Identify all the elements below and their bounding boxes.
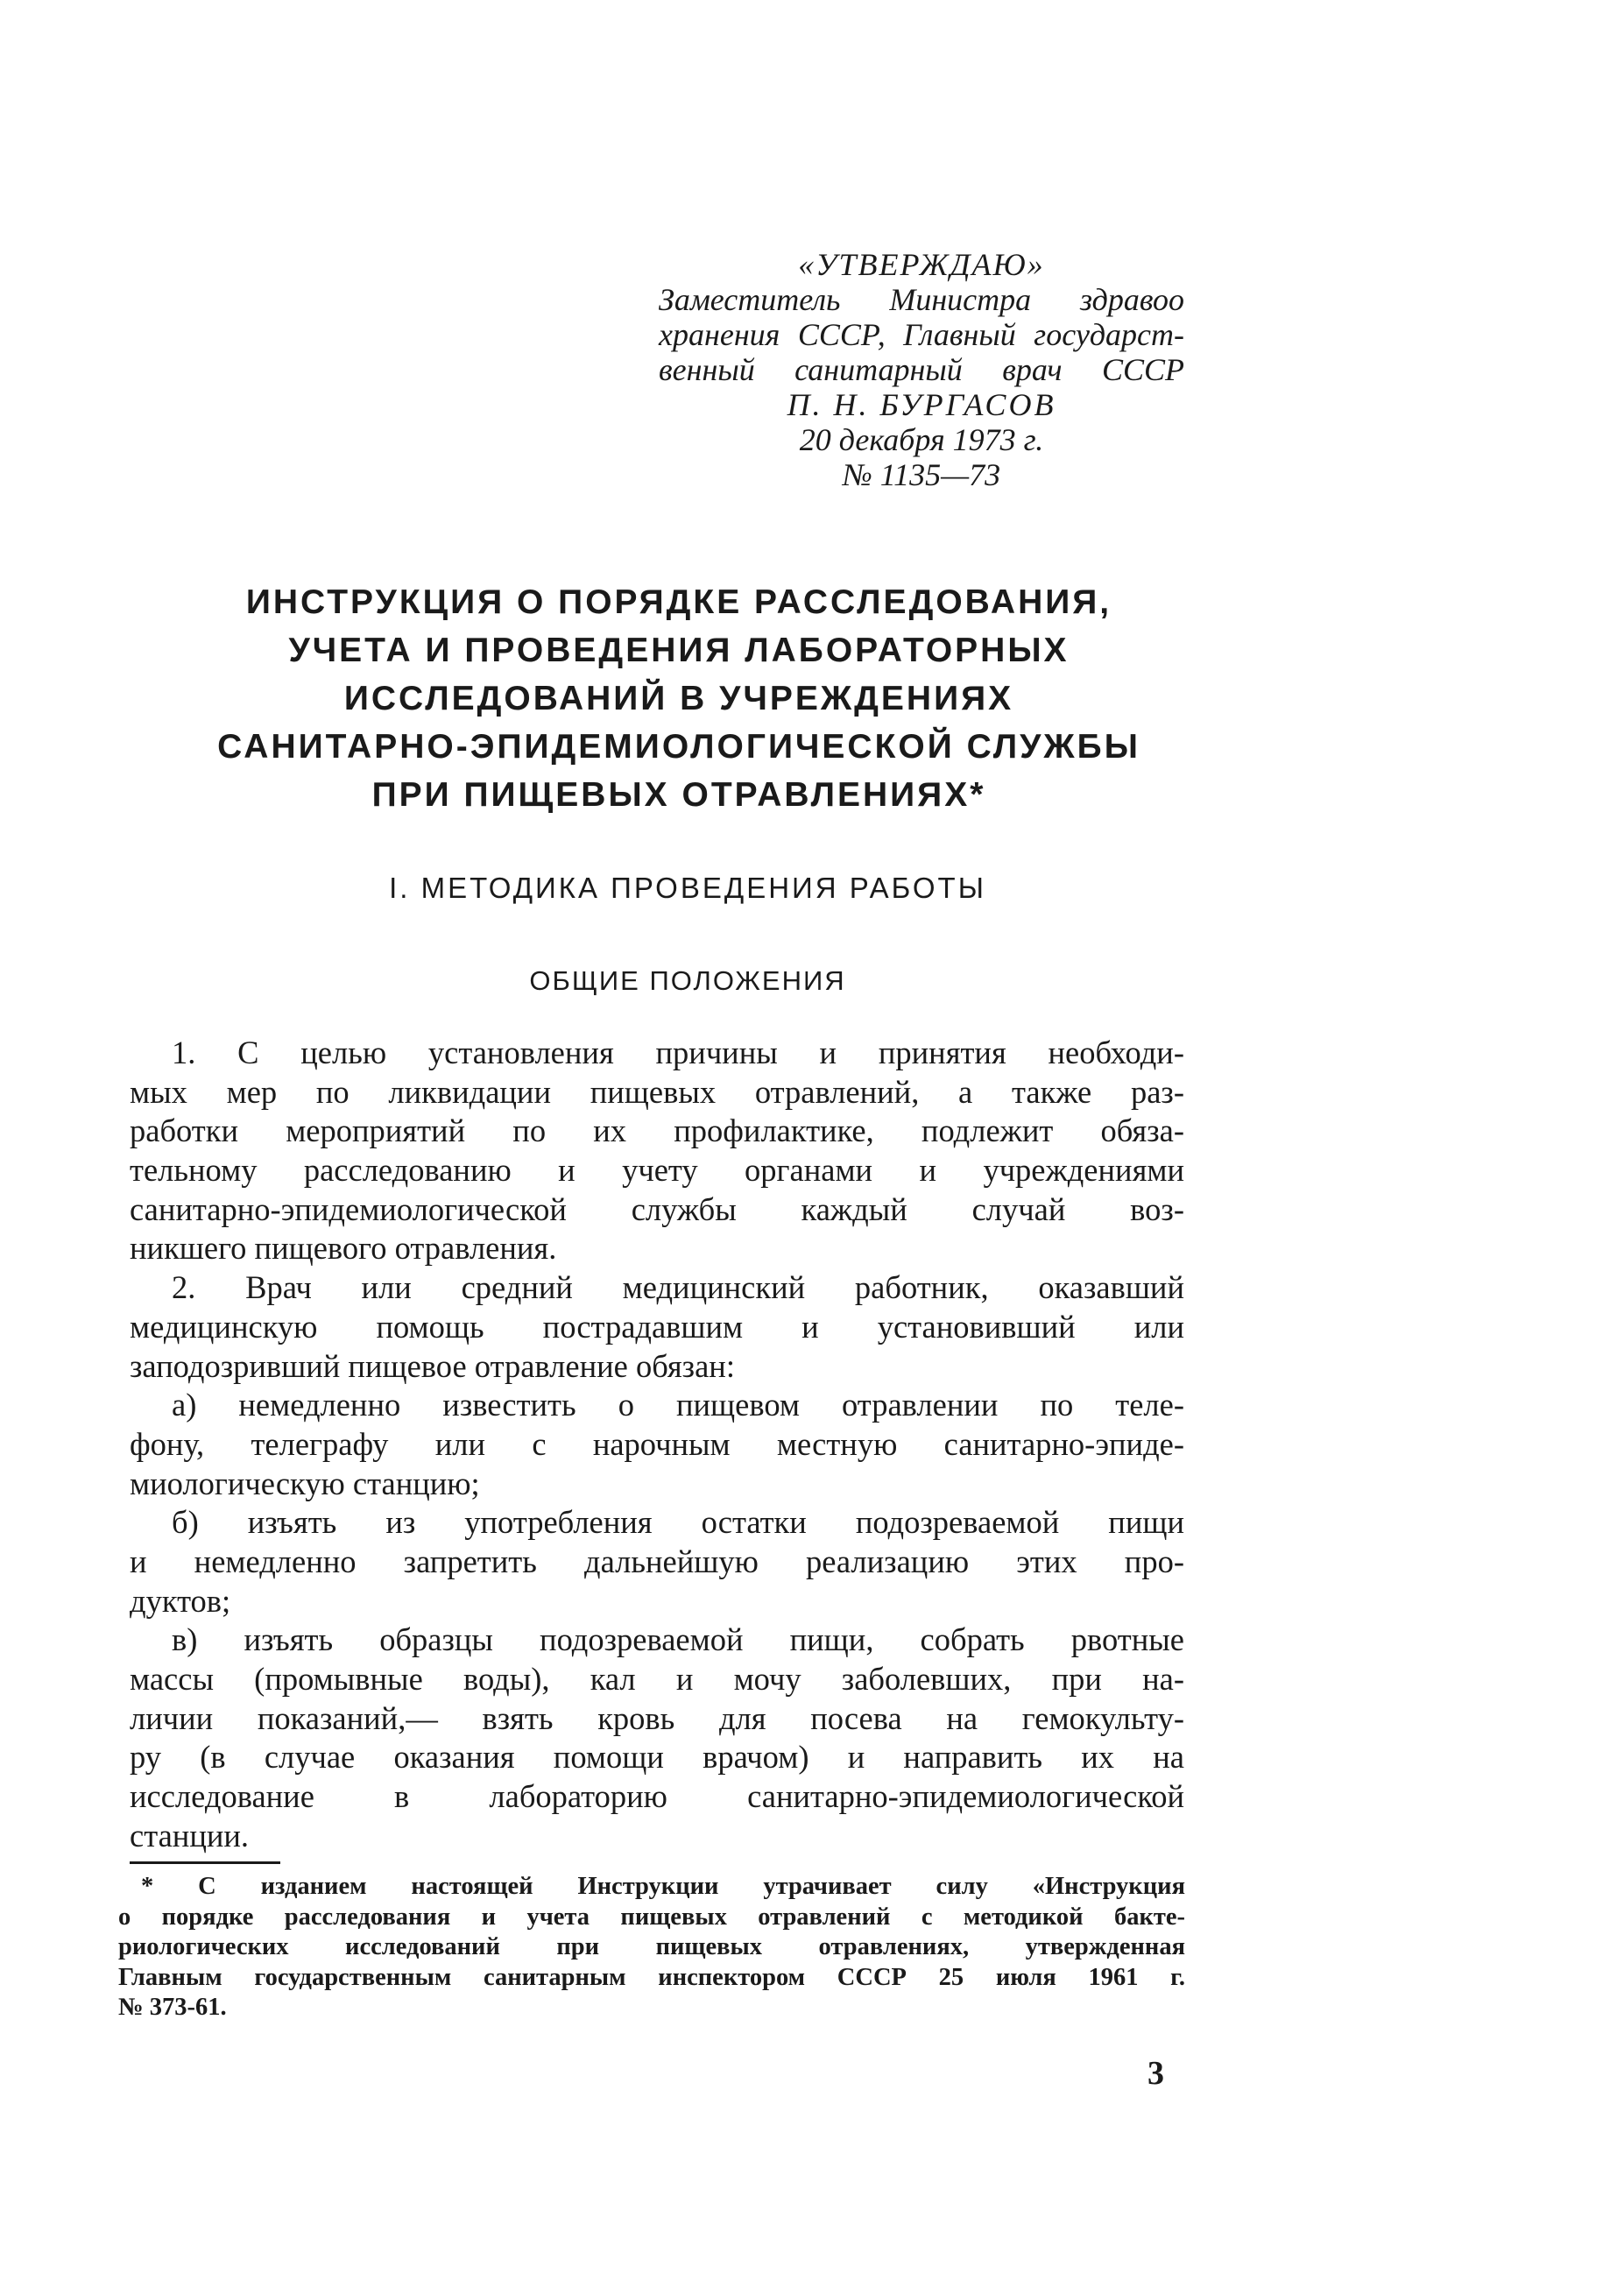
approval-number: № 1135—73 [842,457,1001,492]
body-line: личии показаний,— взять кровь для посева на гемокульту- [130,1699,1184,1736]
body-line: мых мер по ликвидации пищевых отравлений, а также раз- [130,1073,1184,1110]
approver-name: П. Н. БУРГАСОВ [787,387,1056,422]
document-title-line: ПРИ ПИЩЕВЫХ ОТРАВЛЕНИЯХ* [371,776,986,814]
body-line: а) немедленно известить о пищевом отравлении по теле- [172,1387,1184,1423]
body-line: и немедленно запретить дальнейшую реализацию этих про- [130,1543,1184,1579]
footnote-line: о порядке расследования и учета пищевых отравлений с методикой бакте- [118,1903,1185,1931]
approval-stamp-block [659,247,1184,492]
footnote-line: № 373-61. [118,1994,227,2021]
footnote-line: Главным государственным санитарным инспектором СССР 25 июля 1961 г. [118,1963,1185,1991]
body-line: работки мероприятий по их профилактике, подлежит обяза- [130,1112,1184,1149]
body-line: санитарно-эпидемиологической службы каждый случай воз- [130,1190,1184,1227]
approval-date: 20 декабря 1973 г. [799,422,1044,457]
approval-stamp: «УТВЕРЖДАЮ» [798,247,1045,282]
body-text [130,1034,1184,1855]
subsection-heading: ОБЩИЕ ПОЛОЖЕНИЯ [529,965,846,996]
body-line: 1. С целью установления причины и принятия необходи- [172,1035,1184,1070]
body-line: дуктов; [130,1582,231,1619]
body-line: медицинскую помощь пострадавшим и установивший или [130,1308,1184,1345]
approver-position-line: венный санитарный врач СССР [659,352,1184,387]
document-title-line: САНИТАРНО-ЭПИДЕМИОЛОГИЧЕСКОЙ СЛУЖБЫ [217,728,1140,766]
footnote-line: * С изданием настоящей Инструкции утрачивает силу «Инструкция [141,1873,1185,1900]
approver-position-line: Заместитель Министра здравоо [659,282,1184,317]
body-line: в) изъять образцы подозреваемой пищи, собрать рвотные [172,1621,1184,1658]
document-title-line: ИССЛЕДОВАНИЙ В УЧРЕЖДЕНИЯХ [343,680,1014,717]
body-line: массы (промывные воды), кал и мочу заболевших, при на- [130,1661,1184,1697]
document-title [175,578,1183,819]
body-line: исследование в лабораторию санитарно-эпидемиологической [130,1778,1184,1815]
body-line: миологическую станцию; [130,1465,480,1501]
body-line: станции. [130,1817,250,1854]
body-line: фону, телеграфу или с нарочным местную санитарно-эпиде- [130,1425,1184,1462]
section-heading: I. МЕТОДИКА ПРОВЕДЕНИЯ РАБОТЫ [389,872,986,904]
body-line: б) изъять из употребления остатки подозреваемой пищи [172,1504,1184,1541]
document-title-line: УЧЕТА И ПРОВЕДЕНИЯ ЛАБОРАТОРНЫХ [288,632,1070,669]
document-title-line: ИНСТРУКЦИЯ О ПОРЯДКЕ РАССЛЕДОВАНИЯ, [245,583,1112,621]
body-line: 2. Врач или средний медицинский работник, оказавший [172,1269,1184,1306]
approver-position-line: хранения СССР, Главный государст- [659,317,1184,352]
body-line: заподозривший пищевое отравление обязан: [130,1347,735,1384]
page-number: 3 [1147,2055,1164,2092]
body-line: тельному расследованию и учету органами и учреждениями [130,1152,1184,1189]
footnote-line: риологических исследований при пищевых отравлениях, утвержденная [118,1933,1185,1960]
footnote [118,1872,1185,2023]
body-line: никшего пищевого отравления. [130,1230,557,1267]
footnote-divider [130,1861,280,1864]
body-line: ру (в случае оказания помощи врачом) и направить их на [130,1739,1184,1776]
